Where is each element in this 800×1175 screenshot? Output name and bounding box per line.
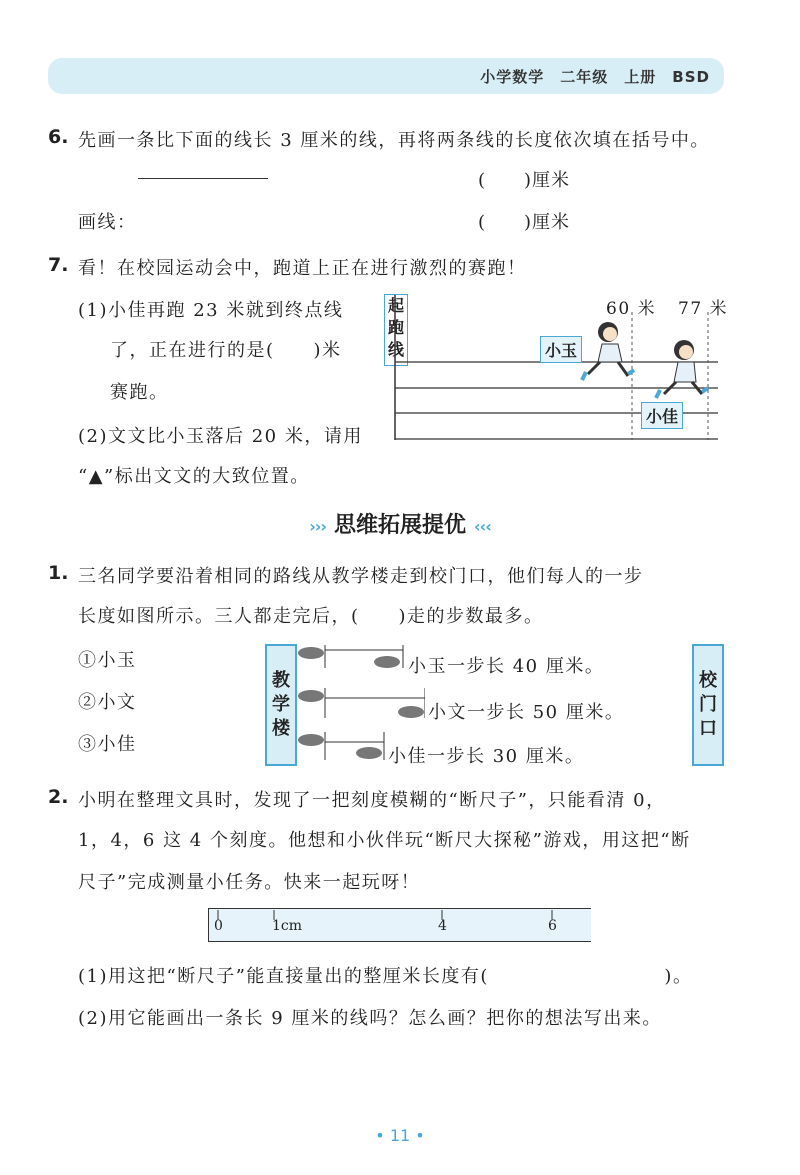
runner-xiaoyu-icon (582, 322, 634, 380)
ruler-tick-6: 6 (548, 918, 557, 934)
q7-part1-line2[interactable]: 了，正在进行的是( )米 (110, 340, 342, 361)
start-line-label: 起跑线 (384, 294, 408, 366)
ext-question-2-line3: 尺子”完成测量小任务。快来一起玩呀！ (78, 872, 421, 893)
ext-question-1-number: 1. (48, 562, 69, 584)
ext-question-2-part2: (2)用它能画出一条长 9 厘米的线吗？怎么画？把你的想法写出来。 (78, 1008, 662, 1029)
answer-blank-1[interactable]: ( )厘米 (478, 170, 571, 191)
step-xiaojia: 小佳一步长 30 厘米。 (388, 746, 585, 767)
section-title (0, 508, 800, 539)
building-label: 教学楼 (265, 644, 297, 766)
ext-question-2-number: 2. (48, 786, 69, 808)
q7-part2-line2: “▲”标出文文的大致位置。 (78, 466, 310, 487)
question-7-number: 7. (48, 254, 69, 276)
given-line (138, 178, 268, 179)
ruler-tick-1cm: 1cm (272, 918, 303, 934)
runner-xiaojia-label: 小佳 (641, 402, 683, 429)
page-number: • 11 • (375, 1126, 425, 1145)
mark-77m-label: 77 米 (678, 299, 729, 319)
question-6-text: 先画一条比下面的线长 3 厘米的线，再将两条线的长度依次填在括号中。 (78, 130, 710, 151)
ext-question-2-line2: 1，4，6 这 4 个刻度。他想和小伙伴玩“断尺大探秘”游戏，用这把“断 (78, 830, 691, 851)
book-title: 小学数学 二年级 上册 BSD (480, 68, 710, 86)
ruler-tick-0: 0 (214, 918, 223, 934)
left-arrows-icon: ››› (309, 517, 326, 536)
answer-blank-2[interactable]: ( )厘米 (478, 212, 571, 233)
q7-part2-line1: (2)文文比小玉落后 20 米，请用 (78, 426, 363, 447)
runner-xiaoyu-label: 小玉 (540, 336, 582, 363)
ext-question-1-line2[interactable]: 长度如图所示。三人都走完后，( )走的步数最多。 (78, 606, 544, 627)
option-3[interactable]: ③小佳 (78, 734, 137, 755)
step-xiaoyu: 小玉一步长 40 厘米。 (408, 656, 605, 677)
ext-question-2-line1: 小明在整理文具时，发现了一把刻度模糊的“断尺子”，只能看清 0， (78, 790, 666, 811)
section-title-text: 思维拓展提优 (333, 513, 466, 538)
step-xiaowen: 小文一步长 50 厘米。 (428, 702, 625, 723)
ruler-ticks (208, 908, 592, 942)
gate-label: 校门口 (692, 644, 724, 766)
q7-part1-line1: (1)小佳再跑 23 米就到终点线 (78, 300, 344, 321)
right-arrows-icon: ‹‹‹ (474, 517, 491, 536)
option-1[interactable]: ①小玉 (78, 650, 137, 671)
option-2[interactable]: ②小文 (78, 692, 137, 713)
mark-60m-label: 60 米 (606, 299, 657, 319)
ext-question-2-part1[interactable]: (1)用这把“断尺子”能直接量出的整厘米长度有( )。 (78, 966, 693, 987)
question-6-number: 6. (48, 126, 69, 148)
ruler-tick-4: 4 (438, 918, 447, 934)
draw-line-label: 画线： (78, 212, 137, 233)
q7-part1-line3: 赛跑。 (110, 382, 169, 403)
runner-xiaojia-icon (656, 340, 708, 398)
ext-question-1-line1: 三名同学要沿着相同的路线从教学楼走到校门口，他们每人的一步 (78, 566, 644, 587)
question-7-text: 看！在校园运动会中，跑道上正在进行激烈的赛跑！ (78, 258, 527, 279)
